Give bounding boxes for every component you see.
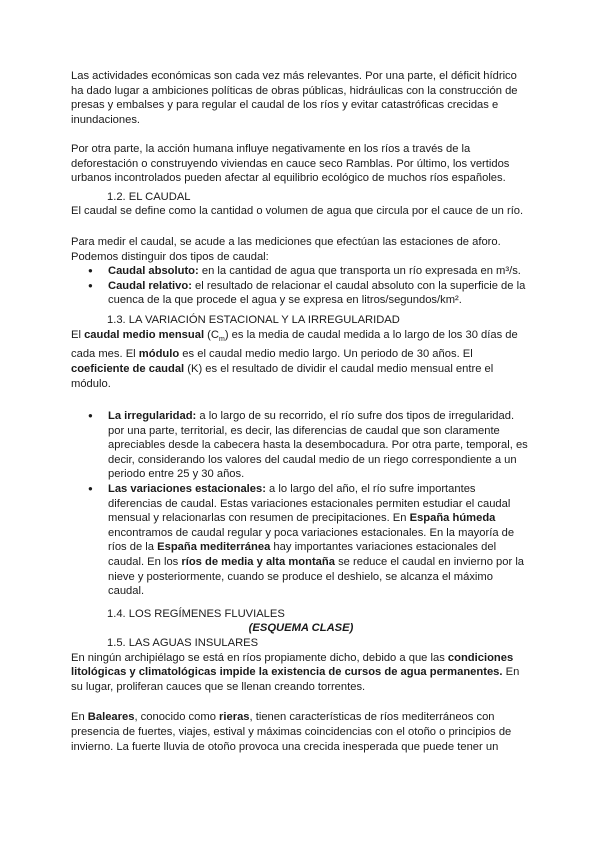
term-espana-mediterranea: España mediterránea <box>157 541 271 554</box>
term-baleares: Baleares <box>87 711 135 724</box>
term-rios-montana: ríos de media y alta montaña <box>181 556 335 569</box>
text-run: , tienen características de ríos mediterráneos con presencia de fuertes, viajes, estival y máximas coincidencias con el otoño o principios de invierno. La fuerte lluvia de otoño provoca una crecida inesperada que puede tener un <box>71 711 512 753</box>
text-run: En ningún archipiélago se está en ríos propiamente dicho, debido a que las <box>71 651 448 664</box>
text-run: (C <box>204 328 219 341</box>
term-caudal-medio-mensual: caudal medio mensual <box>84 328 205 341</box>
text-run: se reduce el caudal en invierno por la nieve y posteriormente, cuando se produce el deshielo, se alcanza el máximo caudal. <box>108 556 525 598</box>
heading-caudal: 1.2. EL CAUDAL <box>107 190 191 203</box>
subscript-m: m <box>218 335 225 343</box>
text-irregularidad: a lo largo de su recorrido, el río sufre dos tipos de irregularidad. por una parte, territorial, es decir, las diferencias de caudal que son claramente apreciables desde la cabecera hasta la desembocadura. Por otra parte, temporal, es decir, considerando los valores del caudal medio de un riego correspondiente a un periodo entre 25 y 30 años. <box>108 410 528 481</box>
text-run: a lo largo del año, el río sufre importantes diferencias de caudal. Estas variaciones estacionales permiten estudiar el caudal mensual y relacionarlas con resumen de precipitaciones. En <box>108 483 511 525</box>
paragraph-human-action: Por otra parte, la acción humana influye negativamente en los ríos a través de la deforestación o construyendo viviendas en cauce seco Ramblas. Por último, los vertidos urbanos incontrolados pueden afectar al equilibrio ecológico de muchos ríos españoles. <box>71 142 510 185</box>
heading-variacion-estacional: 1.3. LA VARIACIÓN ESTACIONAL Y LA IRREGULARIDAD <box>107 313 400 326</box>
text-run: encontramos de caudal regular y poca variaciones estacionales. En la mayoría de ríos de la <box>108 526 515 554</box>
paragraph-caudal-intro: Para medir el caudal, se acude a las mediciones que efectúan las estaciones de aforo. Podemos distinguir dos tipos de caudal: <box>71 235 501 263</box>
term-caudal-relativo: Caudal relativo: <box>108 279 192 292</box>
text-run: (K) es el resultado de dividir el caudal medio mensual entre el módulo. <box>71 362 494 390</box>
term-condiciones: condiciones litológicas y climatológicas impide la existencia de cursos de agua permanentes. <box>71 651 514 679</box>
text-run: En <box>71 711 88 724</box>
paragraph-economic-activities: Las actividades económicas son cada vez más relevantes. Por una parte, el déficit hídrico ha dado lugar a ambiciones políticas de obras públicas, hidráulicas con la construcción de presas y embalses y para regular el caudal de los ríos y evitar catastróficas crecidas e inundaciones. <box>71 70 518 126</box>
paragraph-caudal-medio <box>71 328 531 392</box>
list-item-caudal-absoluto <box>71 264 531 279</box>
list-item-caudal-relativo <box>71 279 531 308</box>
text-run: es el caudal medio medio largo. Un periodo de 30 años. El <box>179 348 473 361</box>
heading-aguas-insulares: 1.5. LAS AGUAS INSULARES <box>107 637 259 650</box>
term-coeficiente-caudal: coeficiente de caudal <box>71 362 185 375</box>
text-run: ) es la media de caudal medida a lo largo de los 30 días de cada mes. El <box>71 328 518 361</box>
note-text: (ESQUEMA CLASE) <box>248 622 354 635</box>
term-irregularidad: La irregularidad: <box>108 410 197 423</box>
text-run: El <box>71 328 85 341</box>
term-rieras: rieras <box>219 711 250 724</box>
variation-list <box>71 409 531 599</box>
term-modulo: módulo <box>138 348 180 361</box>
term-variaciones-estacionales: Las variaciones estacionales: <box>108 483 266 496</box>
text-run: , conocido como <box>134 711 220 724</box>
paragraph-archipielago <box>71 651 531 695</box>
paragraph-caudal-definition: El caudal se define como la cantidad o volumen de agua que circula por el cauce de un río. <box>71 205 524 218</box>
paragraph-baleares <box>71 710 531 754</box>
term-espana-humeda: España húmeda <box>409 512 496 525</box>
text-run: hay importantes variaciones estacionales del caudal. En los <box>108 541 497 569</box>
heading-regimenes-fluviales: 1.4. LOS REGÍMENES FLUVIALES <box>107 607 285 620</box>
text-caudal-absoluto: en la cantidad de agua que transporta un río expresada en m³/s. <box>198 265 521 278</box>
note-esquema-clase <box>71 621 531 636</box>
list-item-variaciones-estacionales <box>71 482 531 599</box>
caudal-types-list <box>71 264 531 308</box>
list-item-irregularidad <box>71 409 531 482</box>
text-caudal-relativo: el resultado de relacionar el caudal absoluto con la superficie de la cuenca de la que procede el agua y se expresa en litros/segundos/km². <box>108 279 526 307</box>
document-body <box>71 69 531 754</box>
term-caudal-absoluto: Caudal absoluto: <box>108 265 199 278</box>
text-run: En su lugar, proliferan cauces que se llenan creando torrentes. <box>71 666 520 693</box>
